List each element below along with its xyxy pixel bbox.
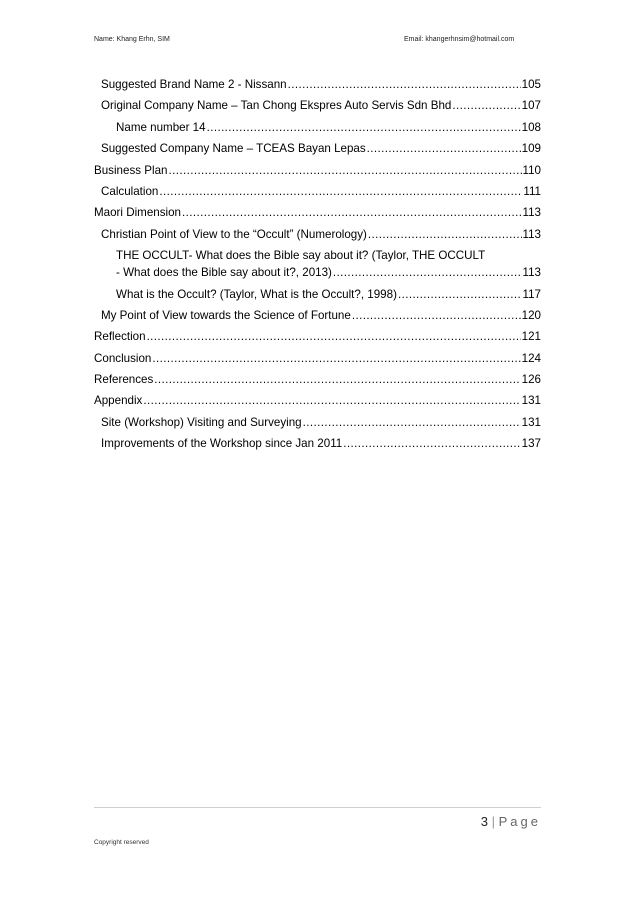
toc-leader-dots xyxy=(147,328,521,345)
toc-entry-title-line2: - What does the Bible say about it?, 2013) xyxy=(116,266,332,280)
header-author-name: Name: Khang Erhn, SIM xyxy=(94,36,170,43)
toc-entry[interactable] xyxy=(94,392,541,409)
toc-entry-title: Original Company Name – Tan Chong Ekspres Auto Servis Sdn Bhd xyxy=(101,99,452,113)
toc-entry-title: References xyxy=(94,373,154,387)
toc-leader-dots xyxy=(367,140,521,157)
toc-entry-page: 126 xyxy=(521,373,541,387)
toc-entry-page: 120 xyxy=(521,308,541,322)
toc-entry-page: 108 xyxy=(521,120,541,134)
toc-entry[interactable] xyxy=(94,414,541,431)
toc-leader-dots xyxy=(168,162,521,179)
toc-entry-page: 137 xyxy=(521,437,541,451)
toc-leader-dots xyxy=(333,264,522,281)
toc-entry-title: Calculation xyxy=(101,184,159,198)
toc-entry[interactable] xyxy=(94,76,541,93)
table-of-contents xyxy=(94,76,541,457)
copyright-notice: Copyright reserved xyxy=(94,839,149,846)
footer-divider xyxy=(94,807,541,808)
toc-entry-page: 131 xyxy=(521,394,541,408)
toc-entry[interactable] xyxy=(94,435,541,452)
toc-entry-title: Site (Workshop) Visiting and Surveying xyxy=(101,415,302,429)
toc-entry-page: 110 xyxy=(522,163,541,177)
header-email: Email: khangerhnsim@hotmail.com xyxy=(404,36,515,43)
toc-leader-dots xyxy=(143,392,520,409)
toc-leader-dots xyxy=(207,119,521,136)
toc-entry-title: Appendix xyxy=(94,394,143,408)
page-number-value: 3 xyxy=(480,814,488,829)
toc-entry-page: 124 xyxy=(521,351,541,365)
toc-leader-dots xyxy=(288,76,521,93)
toc-entry[interactable] xyxy=(94,371,541,388)
toc-leader-dots xyxy=(452,97,520,114)
toc-entry[interactable] xyxy=(94,204,541,221)
toc-entry-title: My Point of View towards the Science of Fortune xyxy=(101,308,351,322)
toc-entry-title: Suggested Company Name – TCEAS Bayan Lepas xyxy=(101,142,366,156)
toc-leader-dots xyxy=(343,435,520,452)
toc-entry[interactable] xyxy=(94,307,541,324)
toc-entry-page: 105 xyxy=(521,78,541,91)
toc-entry[interactable] xyxy=(94,350,541,367)
toc-entry[interactable] xyxy=(94,286,541,303)
page-word: Page xyxy=(498,814,541,829)
toc-entry[interactable] xyxy=(94,162,541,179)
toc-leader-dots xyxy=(368,226,522,243)
toc-entry-page: 111 xyxy=(523,184,541,198)
toc-entry-page: 131 xyxy=(521,415,541,429)
toc-leader-dots xyxy=(154,371,520,388)
toc-entry-page: 113 xyxy=(522,227,541,241)
toc-leader-dots xyxy=(159,183,522,200)
toc-entry[interactable] xyxy=(94,97,541,114)
toc-entry-title: Suggested Brand Name 2 - Nissann xyxy=(101,78,287,91)
page-number-separator: | xyxy=(491,814,495,829)
toc-entry-title: Business Plan xyxy=(94,163,168,177)
toc-entry-title: What is the Occult? (Taylor, What is the Occult?, 1998) xyxy=(116,287,397,301)
toc-entry-page: 117 xyxy=(522,287,541,301)
toc-entry-two-line[interactable] xyxy=(94,247,541,281)
toc-leader-dots xyxy=(182,204,522,221)
toc-entry-title: Reflection xyxy=(94,330,146,344)
toc-entry-page: 109 xyxy=(521,142,541,156)
toc-entry[interactable] xyxy=(94,119,541,136)
toc-entry-page: 121 xyxy=(521,330,541,344)
toc-entry-title: Christian Point of View to the “Occult” (Numerology) xyxy=(101,227,367,241)
toc-entry-title: Name number 14 xyxy=(116,120,206,134)
page-header xyxy=(94,36,541,50)
toc-entry[interactable] xyxy=(94,226,541,243)
toc-leader-dots xyxy=(398,286,522,303)
toc-leader-dots xyxy=(303,414,521,431)
toc-entry-page: 107 xyxy=(521,99,541,113)
toc-entry-page: 113 xyxy=(522,206,541,220)
toc-entry-title: Maori Dimension xyxy=(94,206,181,220)
toc-entry-title: Improvements of the Workshop since Jan 2011 xyxy=(101,437,343,451)
toc-entry-title: Conclusion xyxy=(94,351,152,365)
toc-entry[interactable] xyxy=(94,140,541,157)
toc-entry-title-line1: THE OCCULT- What does the Bible say about it? (Taylor, THE OCCULT xyxy=(116,249,486,263)
toc-entry-page: 113 xyxy=(522,266,541,280)
toc-leader-dots xyxy=(352,307,521,324)
page-number xyxy=(430,814,541,829)
toc-leader-dots xyxy=(152,350,520,367)
toc-entry[interactable] xyxy=(94,183,541,200)
toc-entry[interactable] xyxy=(94,328,541,345)
